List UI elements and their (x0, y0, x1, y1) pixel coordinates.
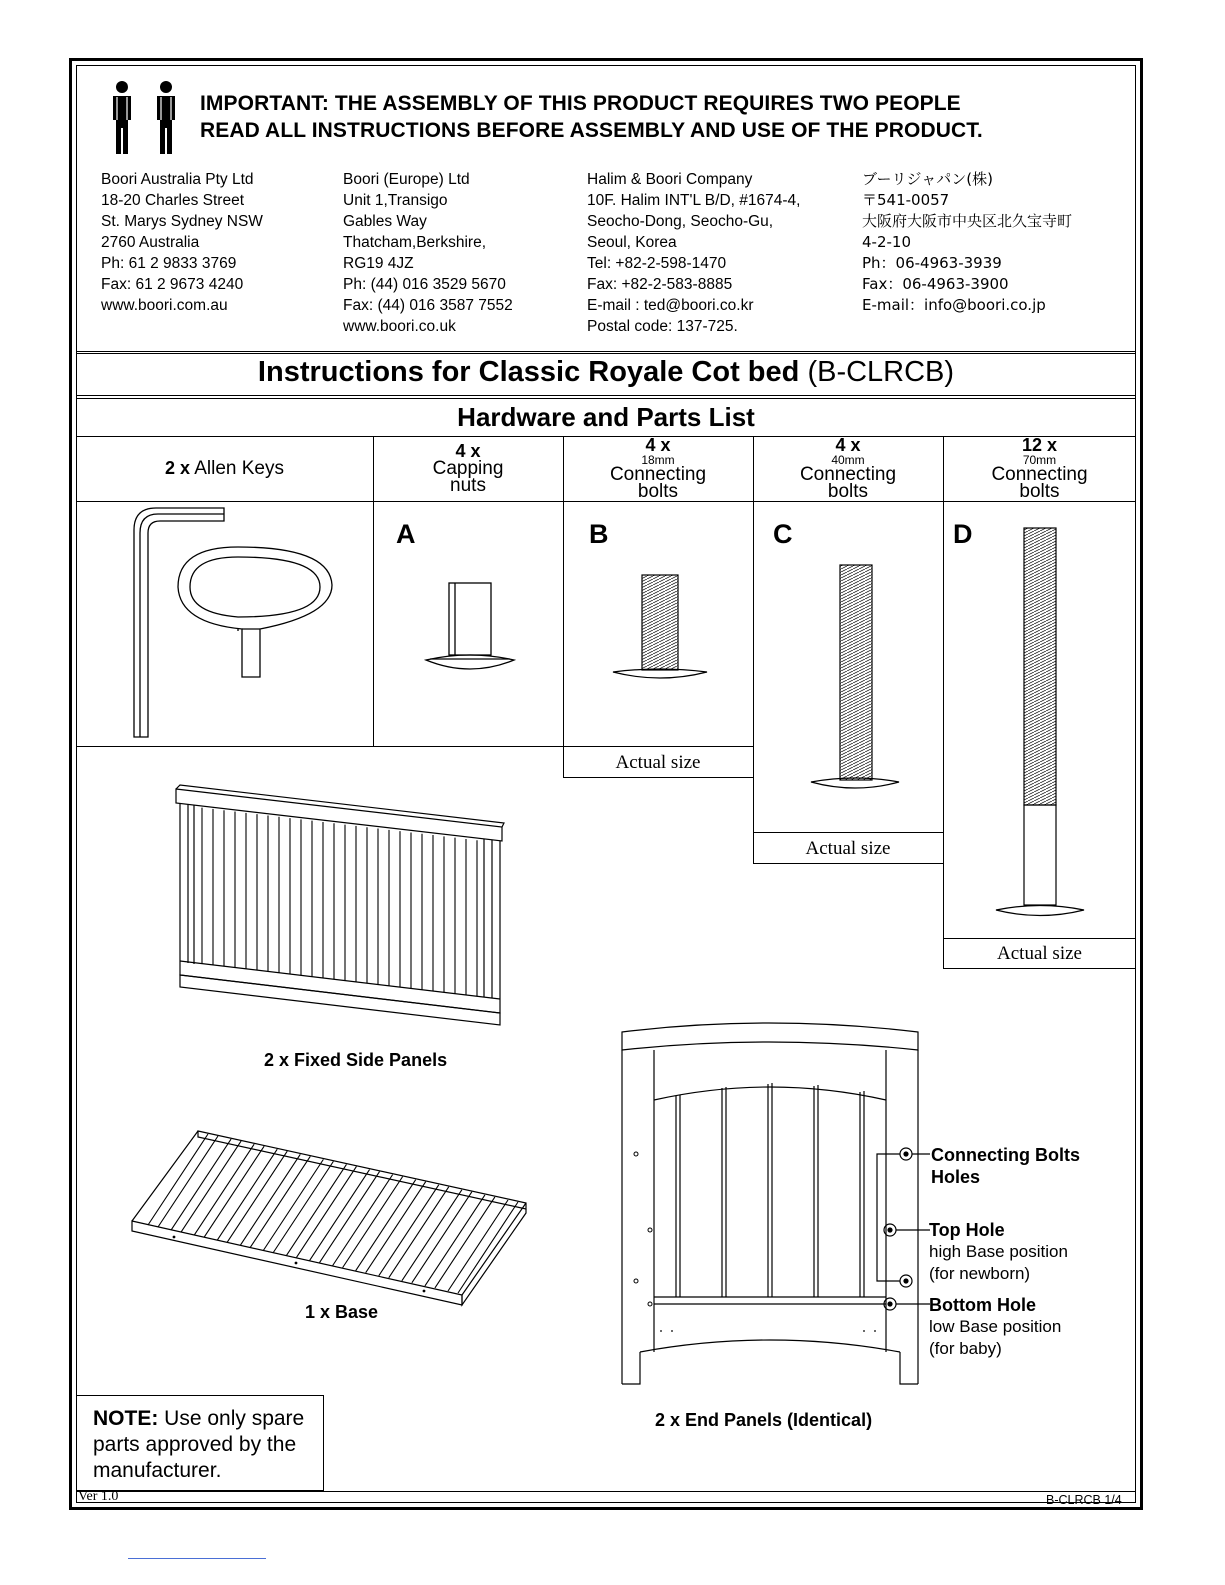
bolt-40mm-icon (805, 560, 905, 795)
header-18mm-bolts: 4 x 18mm Connecting bolts (609, 435, 707, 502)
bolt-70mm-icon (992, 525, 1092, 925)
header-70mm-bolts: 12 x 70mm Connecting bolts (991, 435, 1088, 502)
divider (76, 398, 1136, 399)
note-label: NOTE: (93, 1407, 159, 1430)
address-australia: Boori Australia Pty Ltd 18-20 Charles Street St. Marys Sydney NSW 2760 Australia Ph: 61 2 9833 3769 Fax: 61 2 9673 4240 www.boori.com.au (101, 171, 263, 314)
caption-side-panels: 2 x Fixed Side Panels (264, 1050, 448, 1070)
bolt-18mm-icon (605, 570, 715, 685)
page-title: Instructions for Classic Royale Cot bed (B-CLRCB) (257, 356, 955, 388)
base-drawing (128, 1125, 533, 1310)
address-europe: Boori (Europe) Ltd Unit 1,Transigo Gables Way Thatcham,Berkshire, RG19 4JZ Ph: (44) 016 3529 5670 Fax: (44) 016 3587 7552 www.boori.co.uk (343, 171, 513, 335)
actual-size-b: Actual size (615, 752, 701, 773)
table-line (563, 777, 753, 778)
part-letter-a: A (396, 519, 416, 549)
page-number: B-CLRCB 1/4 (1046, 1493, 1122, 1507)
two-people-icon (108, 80, 182, 156)
header-40mm-bolts: 4 x 40mm Connecting bolts (799, 435, 897, 502)
table-line (76, 746, 753, 747)
part-letter-b: B (589, 519, 609, 549)
important-line-2: READ ALL INSTRUCTIONS BEFORE ASSEMBLY AND USE OF THE PRODUCT. (200, 119, 983, 142)
header-capping-nuts: 4 x Capping nuts (432, 441, 504, 496)
callout-bottom-hole: Bottom Hole low Base position (for baby) (929, 1295, 1062, 1358)
note-box (76, 1395, 324, 1491)
address-japan: ブーリジャパン(株) 〒541-0057 大阪府大阪市中央区北久宝寺町 4-2-10 Ph：06-4963-3939 Fax：06-4963-3900 E-mail：info@boori.co.jp (862, 170, 1073, 314)
table-line (753, 436, 754, 863)
callout-connecting-bolts-holes: Connecting Bolts Holes (931, 1145, 1080, 1187)
allen-keys-icon (120, 505, 350, 745)
callout-connectors (870, 1140, 930, 1315)
actual-size-d: Actual size (997, 943, 1082, 964)
part-letter-c: C (773, 519, 793, 549)
divider (76, 395, 1136, 396)
footer-line (76, 1491, 1136, 1492)
caption-base: 1 x Base (305, 1302, 379, 1322)
table-line (943, 938, 1136, 939)
callout-top-hole: Top Hole high Base position (for newborn) (929, 1220, 1068, 1283)
note-text: Use only spare parts approved by the manufacturer. (93, 1407, 305, 1482)
address-korea: Halim & Boori Company 10F. Halim INT'L B/D, #1674-4, Seocho-Dong, Seocho-Gu, Seoul, Korea Tel: +82-2-598-1470 Fax: +82-2-583-8885 E-mail : ted@boori.co.kr Postal code: 137-725. (587, 171, 801, 335)
table-line (943, 968, 1136, 969)
link-underline (128, 1558, 266, 1559)
parts-heading: Hardware and Parts List (457, 402, 755, 432)
actual-size-c: Actual size (805, 838, 891, 859)
header-allen-keys: 2 x Allen Keys (164, 458, 285, 479)
table-line (753, 863, 943, 864)
important-line-1: IMPORTANT: THE ASSEMBLY OF THIS PRODUCT REQUIRES TWO PEOPLE (200, 92, 961, 115)
table-line (753, 832, 943, 833)
table-line (76, 501, 1136, 502)
capping-nut-icon (420, 580, 520, 680)
fixed-side-panel-drawing (170, 785, 510, 1035)
divider (76, 351, 1136, 352)
divider (76, 353, 1136, 354)
caption-end-panels: 2 x End Panels (Identical) (655, 1410, 873, 1430)
version-label: Ver 1.0 (78, 1489, 119, 1504)
part-letter-d: D (953, 519, 973, 549)
table-line (943, 436, 944, 968)
